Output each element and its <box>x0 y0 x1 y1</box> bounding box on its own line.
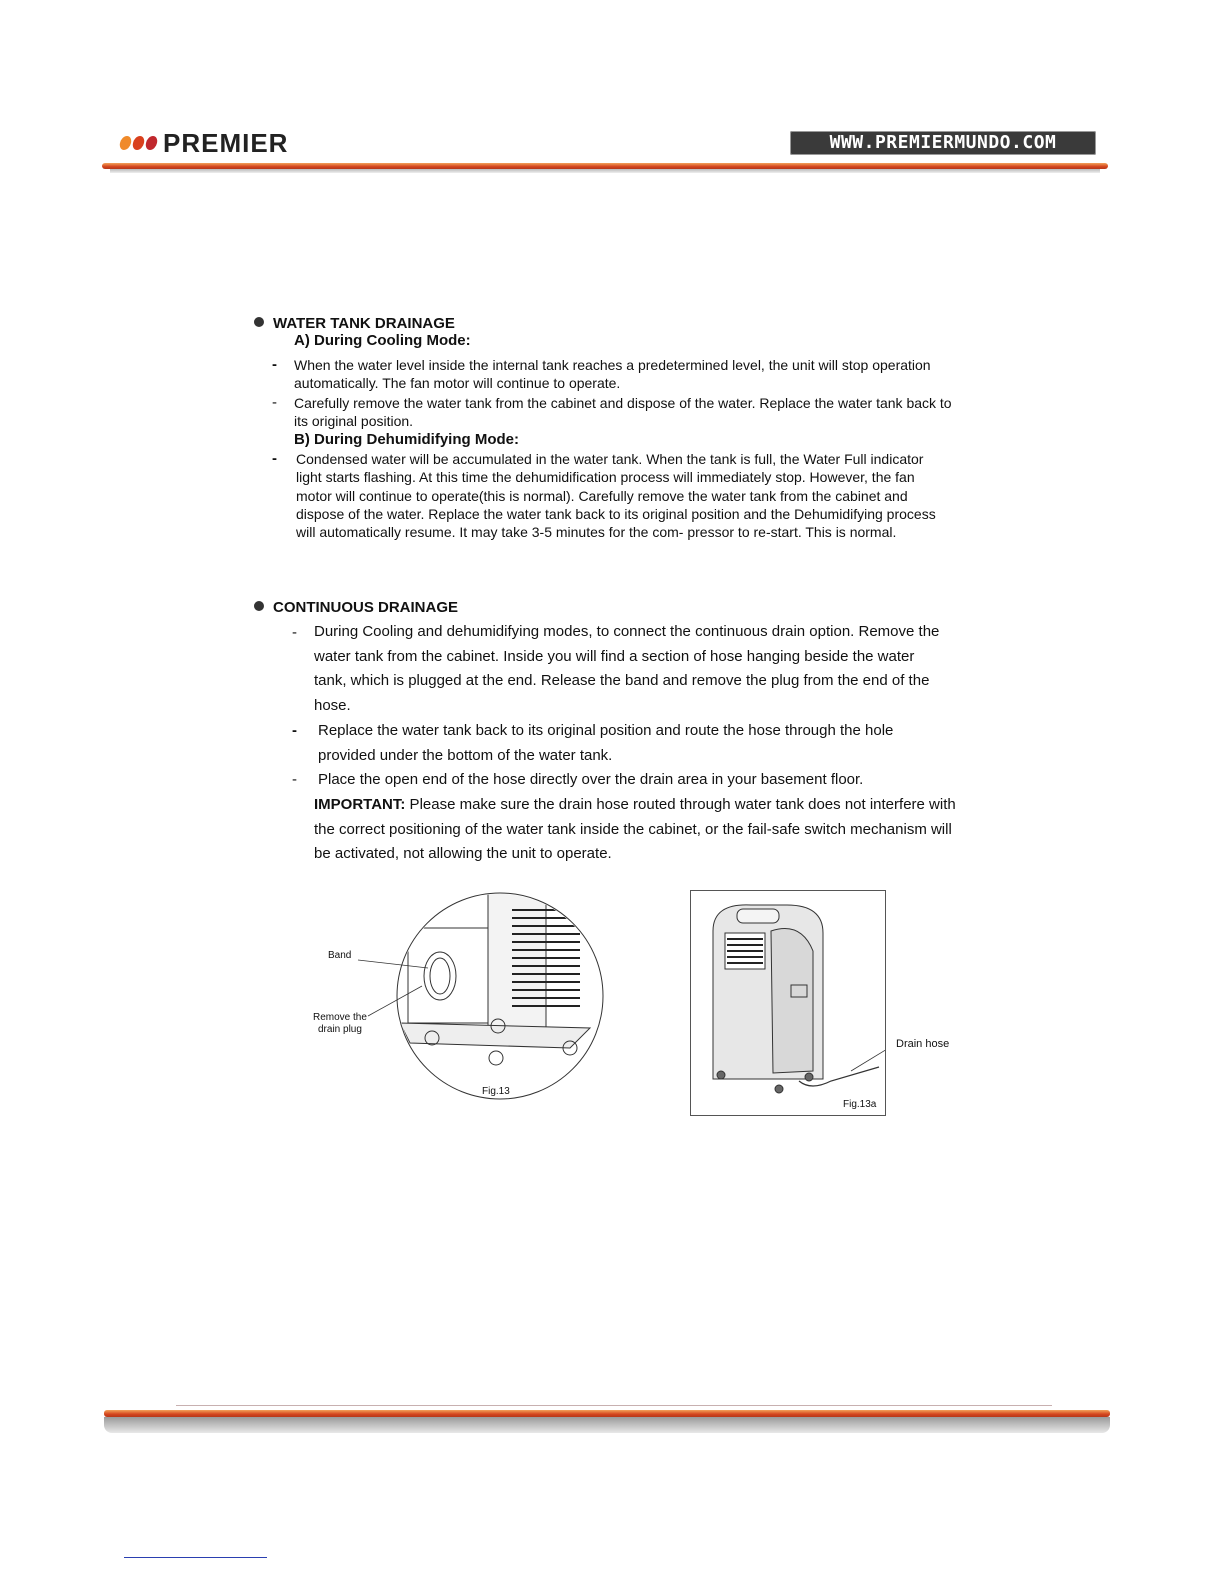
heading-text: WATER TANK DRAINAGE <box>273 315 455 332</box>
paragraph-continuous-2: Replace the water tank back to its original position and route the hose through the hole provided under the bottom of the water tank. <box>318 722 894 764</box>
figure-13a-frame <box>690 890 886 1116</box>
footer-divider <box>104 1410 1110 1417</box>
footer-link-underline <box>124 1557 267 1558</box>
figure-13a-illustration <box>691 891 885 1115</box>
brand-name: PREMIER <box>163 127 289 158</box>
dash-marker: - <box>292 771 297 788</box>
figure-13a-caption: Fig.13a <box>843 1099 877 1110</box>
header-divider-shadow <box>110 169 1100 173</box>
section-heading-continuous <box>254 599 458 616</box>
figure-13-illustration <box>300 888 620 1113</box>
dash-marker: - <box>292 624 297 641</box>
paragraph-dehumidifying: Condensed water will be accumulated in the water tank. When the tank is full, the Water Full indicator light starts flashing. At this time the dehumidification process will immediately stop. However, the fan motor will continue to operate(this is normal). Carefully remove the water tank from the cabinet and dispose of the water. Replace the water tank back to its original position and the Dehumidifying process will automatically resume. It may take 3-5 minutes for the com- pressor to re-start. This is normal. <box>296 451 936 541</box>
brand-logo <box>120 128 288 158</box>
subheading-cooling: A) During Cooling Mode: <box>294 332 471 349</box>
dash-marker: - <box>272 394 277 411</box>
footer-thin-line <box>176 1405 1052 1406</box>
heading-text: CONTINUOUS DRAINAGE <box>273 599 459 616</box>
figure-13-label-plug: drain plug <box>318 1024 362 1035</box>
paragraph-continuous-1: During Cooling and dehumidifying modes, to connect the continuous drain option. Remove the water tank from the cabinet. Inside you will find a section of hose hanging beside the water tank, which is plugged at the end. Release the band and remove the plug from the end of the hose. <box>314 623 940 715</box>
paragraph-cooling-1: When the water level inside the internal tank reaches a predetermined level, the unit will stop operation automatically. The fan motor will continue to operate. <box>294 357 931 392</box>
figure-13-caption: Fig.13 <box>482 1086 510 1097</box>
website-banner: WWW.PREMIERMUNDO.COM <box>790 131 1096 155</box>
section-heading-water-tank <box>254 315 455 332</box>
important-text: Please make sure the drain hose routed through water tank does not interfere with the correct positioning of the water tank inside the cabinet, or the fail-safe switch mechanism will be activated, not allowing the unit to operate. <box>314 796 956 863</box>
dash-marker: - <box>272 356 277 373</box>
dash-marker: - <box>272 450 277 467</box>
bullet-icon <box>254 317 264 327</box>
subheading-dehumidifying: B) During Dehumidifying Mode: <box>294 431 519 448</box>
figure-13-label-band: Band <box>328 950 352 961</box>
figure-13-label-remove: Remove the <box>313 1012 367 1023</box>
bullet-icon <box>254 601 264 611</box>
important-label: IMPORTANT: <box>314 796 406 813</box>
figure-13a-label-drain-hose: Drain hose <box>896 1038 950 1050</box>
brand-dots-icon <box>120 136 157 150</box>
paragraph-cooling-2: Carefully remove the water tank from the cabinet and dispose of the water. Replace the water tank back to its original position. <box>294 395 952 430</box>
paragraph-continuous-3: Place the open end of the hose directly over the drain area in your basement floor. <box>318 771 864 788</box>
dash-marker: - <box>292 722 297 739</box>
important-note <box>314 793 959 867</box>
footer-divider-shadow <box>104 1417 1110 1433</box>
